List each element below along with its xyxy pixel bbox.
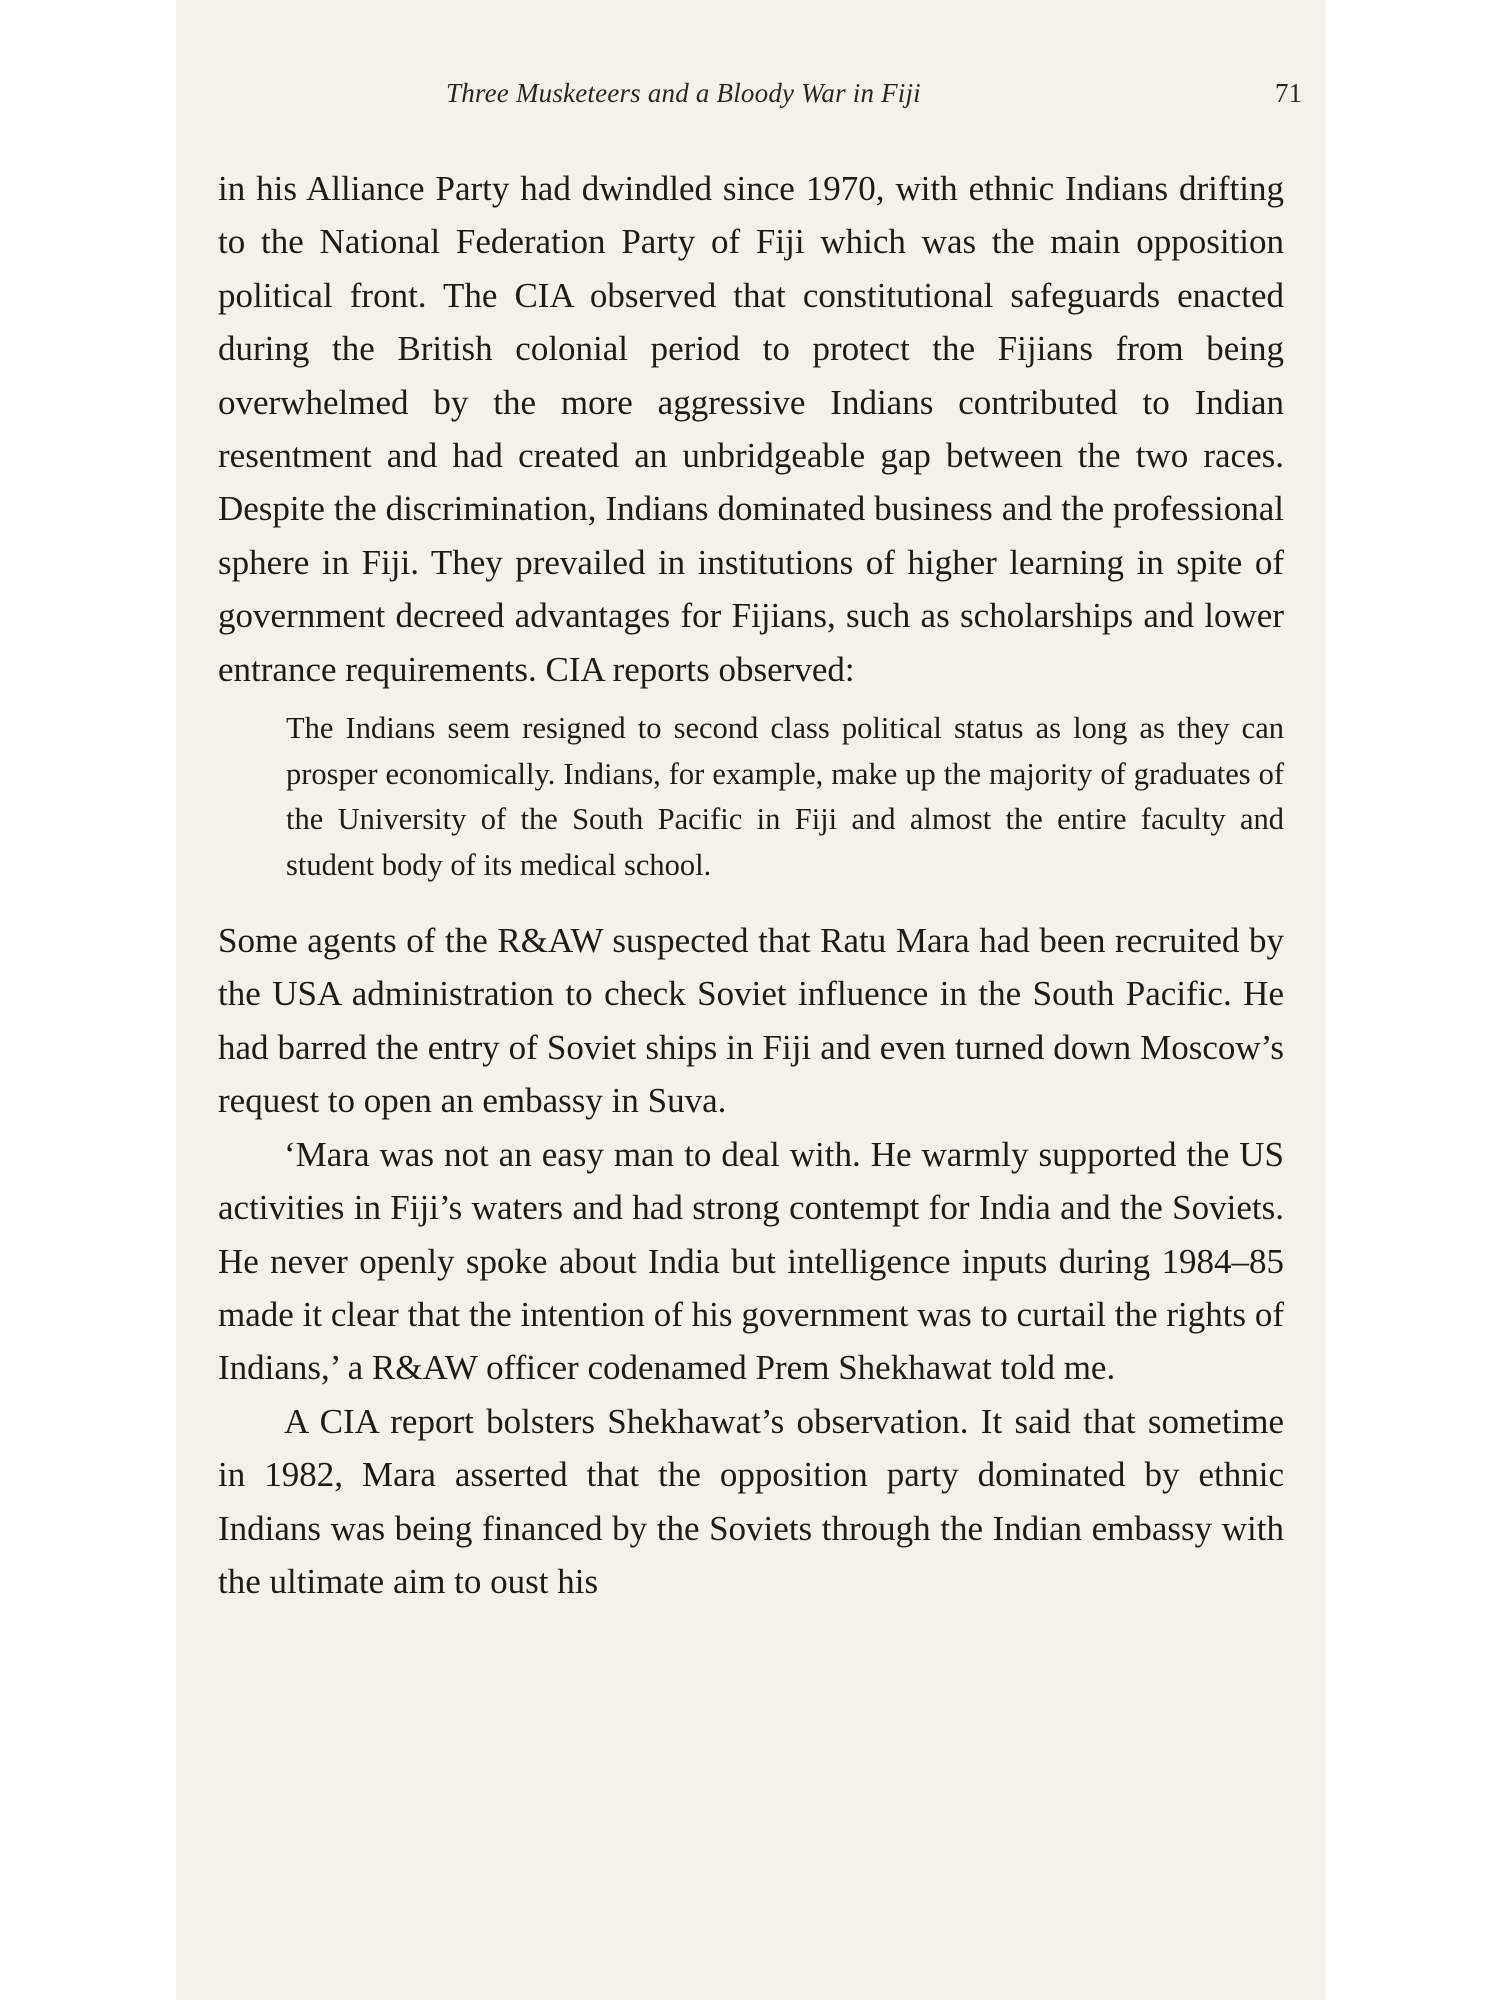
paragraph-4: A CIA report bolsters Shekhawat’s observation. It said that sometime in 1982, Mara asserted that the opposition party dominated by ethnic Indians was being financed by the Soviets through the Indian embassy with the ultimate aim to oust his xyxy=(218,1401,1284,1601)
paragraph-2: Some agents of the R&AW suspected that Ratu Mara had been recruited by the USA administration to check Soviet influence in the South Pacific. He had barred the entry of Soviet ships in Fiji and even turned down Moscow’s request to open an embassy in Suva. xyxy=(218,921,1284,1121)
paragraph-3: ‘Mara was not an easy man to deal with. He warmly supported the US activities in Fiji’s waters and had strong contempt for India and the Soviets. He never openly spoke about India but intelligence inputs during 1984–85 made it clear that the intention of his government was to curtail the rights of Indians,’ a R&AW officer codenamed Prem Shekhawat told me. xyxy=(218,1134,1284,1388)
block-quote: The Indians seem resigned to second class political status as long as they can prosper economically. Indians, for example, make up the majority of graduates of the University of the South Pacific in Fiji and almost the entire faculty and student body of its medical school. xyxy=(286,711,1284,882)
body-text xyxy=(218,162,1284,1608)
page-number: 71 xyxy=(1275,78,1302,108)
paragraph-1: in his Alliance Party had dwindled since 1970, with ethnic Indians drifting to the National Federation Party of Fiji which was the main opposition political front. The CIA observed that constitutional safeguards enacted during the British colonial period to protect the Fijians from being overwhelmed by the more aggressive Indians contributed to Indian resentment and had created an unbridgeable gap between the two races. Despite the discrimination, Indians dominated business and the professional sphere in Fiji. They prevailed in institutions of higher learning in spite of government decreed advantages for Fijians, such as scholarships and lower entrance requirements. CIA reports observed: xyxy=(218,169,1284,689)
running-title: Three Musketeers and a Bloody War in Fiji xyxy=(446,78,921,108)
section-spacer xyxy=(218,900,1284,914)
book-page xyxy=(176,0,1326,2000)
running-header xyxy=(176,78,1326,122)
